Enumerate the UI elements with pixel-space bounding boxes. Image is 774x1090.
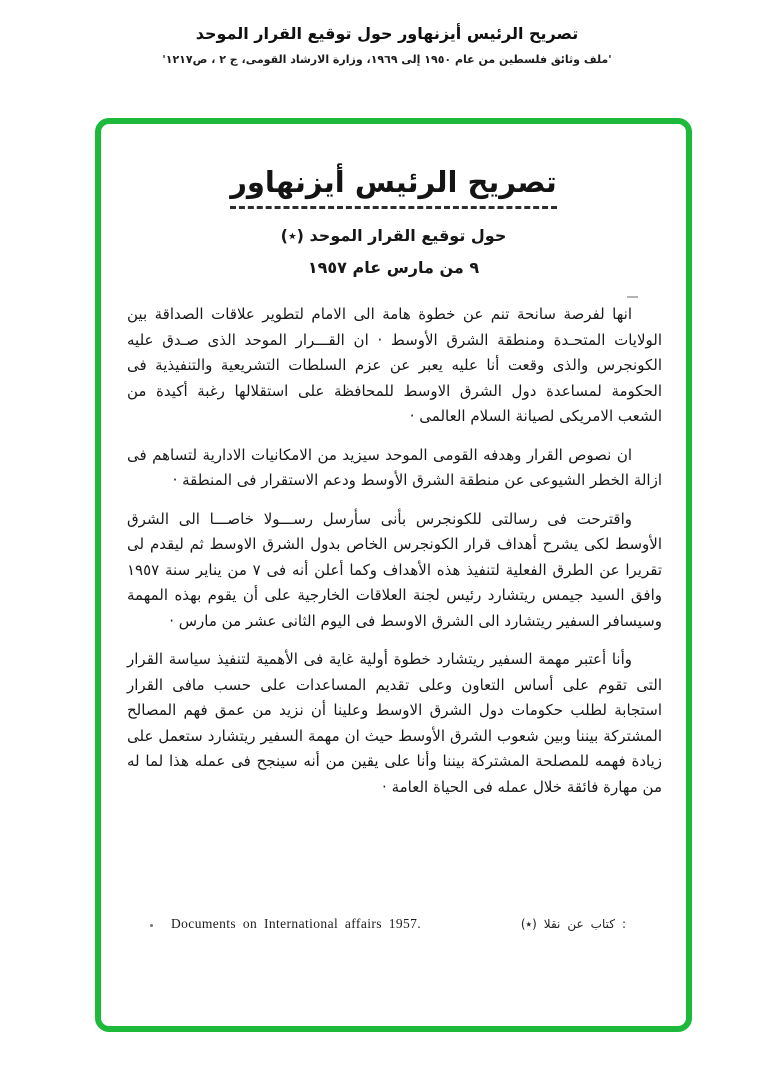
page-header-source-line: 'ملف وثائق فلسطين من عام ١٩٥٠ إلى ١٩٦٩، وزارة الارشاد القومى، ج ٢ ، ص١٢١٧': [162, 53, 612, 66]
page-header: [0, 0, 774, 66]
footnote-token-word: كتاب: [590, 917, 615, 931]
footnote-token-word: نقلا: [543, 917, 561, 931]
paragraph-4: وأنا أعتبر مهمة السفير ريتشارد خطوة أولية غاية فى الأهمية لتنفيذ سياسة القرار التى تقوم على أساس التعاون وعلى تقديم المساعدات على حسب مافى القرار استجابة لطلب حكومات دول الشرق الاوسط وعلينا أن نزيد من عمق فهم المصالح المشتركة بيننا وبين شعوب الشرق الأوسط حيث ان مهمة السفير ريتشارد ستعمل على زيادة فهمه للمصلحة المشتركة بيننا وأنا على يقين من أنه سينجح فى عمله هذا لما له من مهارة فائقة خلال عمله فى الحياة العامة ·: [127, 650, 662, 796]
document-title-block: [101, 166, 686, 209]
footnote-marker-ar: [521, 916, 626, 931]
footnote-row: [171, 916, 626, 932]
scan-speck-dash: [627, 296, 638, 298]
document-title: تصريح الرئيس أيزنهاور: [230, 166, 557, 209]
document-green-frame: [95, 118, 692, 1032]
footnote-token-word: عن: [567, 917, 584, 931]
paragraph-2: ان نصوص القرار وهدفه القومى الموحد سيزيد من الامكانيات الادارية لتساهم فى ازالة الخطر الشيوعى عن منطقة الشرق الأوسط ودعم الاستقرار فى المنطقة ·: [127, 445, 662, 490]
page-header-title: تصريح الرئيس أيزنهاور حول توقيع القرار الموحد: [195, 24, 579, 43]
footnote-reference-en: Documents on International affairs 1957.: [171, 916, 422, 931]
paragraph-3: واقترحت فى رسالتى للكونجرس بأنى سأرسل رســـولا خاصـــا الى الشرق الأوسط لكى يشرح أهداف قرار الكونجرس الخاص بدول الشرق الاوسط ثم ليقدم لى تقريرا عن الطرق الفعلية لتنفيذ هذه الأهداف وكما أعلن أنه فى ٧ من يناير سنة ١٩٥٧ وافق السيد جيمس ريتشارد رئيس لجنة العلاقات الخارجية على أن يقوم بهذه المهمة وسيسافر السفير ريتشارد الى الشرق الاوسط فى اليوم الثانى عشر من مارس ·: [127, 509, 662, 630]
document-subtitle: حول توقيع القرار الموحد (٭): [280, 226, 507, 246]
document-body: [127, 302, 662, 800]
footnote-token-colon: :: [621, 917, 626, 931]
scan-speck-dot: [150, 924, 153, 927]
footnote-token-marker: (٭): [520, 917, 537, 931]
paragraph-1: انها لفرصة سانحة تنم عن خطوة هامة الى الامام لتطوير علاقات الصداقة بين الولايات المتحـدة ومنطقة الشرق الأوسط · ان القـــرار الموحد الذى صـدق عليه الكونجرس والذى وقعت أنا عليه يعبر عن عزم السلطات التشريعية والتنفيذية فى الحكومة لمساعدة دول الشرق الاوسط للمحافظة على استقلالها رغبة أكيدة من الشعب الامريكى لصيانة السلام العالمى ·: [127, 305, 662, 426]
document-date-line: ٩ من مارس عام ١٩٥٧: [307, 258, 480, 278]
